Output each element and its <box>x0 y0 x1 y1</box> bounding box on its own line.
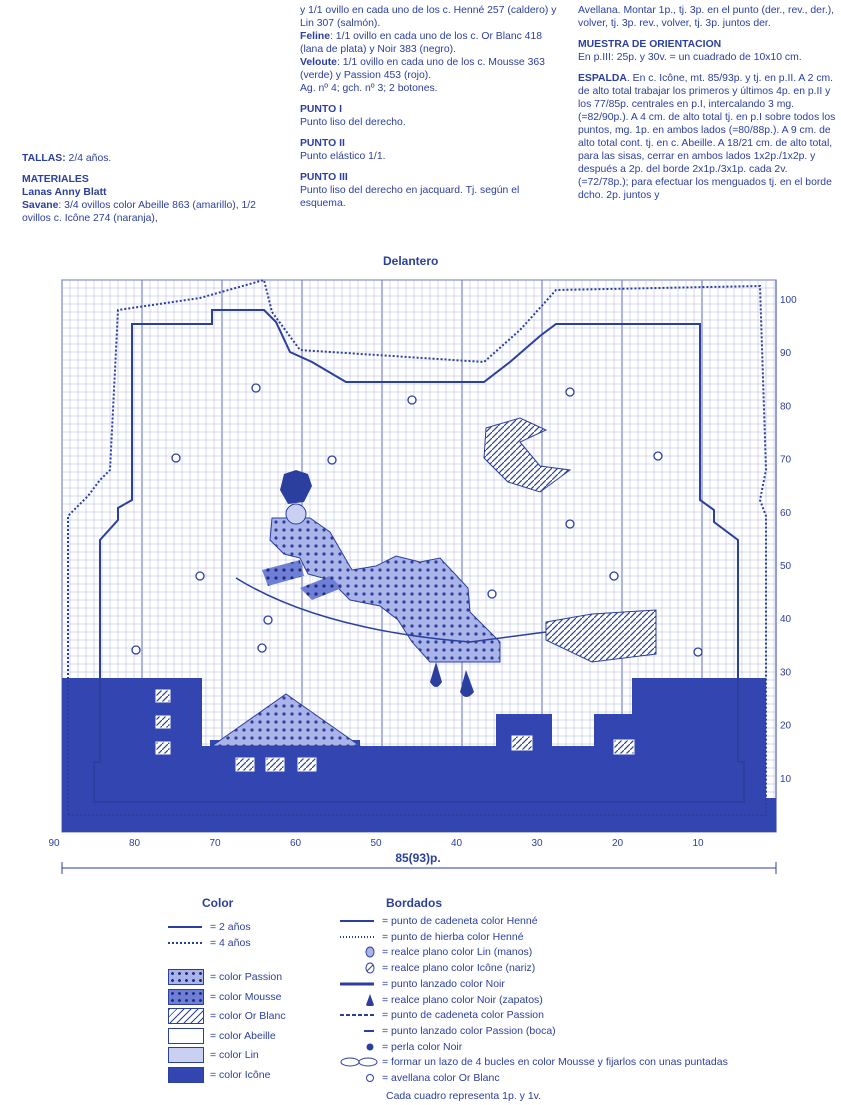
y-tick-label: 70 <box>780 454 792 466</box>
legend-bordados-label: = realce plano color Icône (nariz) <box>382 962 536 975</box>
punto2-title: PUNTO II <box>300 138 345 149</box>
y-tick-label: 60 <box>780 507 792 519</box>
punto1-title: PUNTO I <box>300 104 342 115</box>
brand-name: Lanas Anny Blatt <box>22 187 107 198</box>
agujas-text: Ag. nº 4; gch. nº 3; 2 botones. <box>300 83 438 94</box>
punto3-title: PUNTO III <box>300 172 348 183</box>
color-swatch <box>168 1047 204 1063</box>
legend-color-label: = color Icône <box>210 1068 271 1081</box>
y-tick-label: 90 <box>780 348 792 360</box>
legend-bordados-title: Bordados <box>386 896 443 910</box>
materiales-title: MATERIALES <box>22 174 89 185</box>
legend-bordados-label: = punto lanzado color Passion (boca) <box>382 1024 556 1037</box>
chain-passion-icon <box>340 1009 378 1021</box>
color-swatch <box>168 989 204 1005</box>
text-column-3 <box>578 4 836 202</box>
legend-bordados-label: = realce plano color Noir (zapatos) <box>382 993 543 1006</box>
legend-color-label: = color Abeille <box>210 1029 276 1042</box>
tallas-label: TALLAS: <box>22 153 66 164</box>
legend-bordados-item <box>340 961 535 975</box>
y-tick-label: 10 <box>780 773 792 785</box>
veloute-text: : 1/1 ovillo en cada uno de los c. Mousse 363 (verde) y Passion 453 (rojo). <box>300 57 545 81</box>
mouth-stitch-icon <box>340 1025 378 1037</box>
legend-bordados-item <box>340 993 543 1007</box>
y-tick-label: 40 <box>780 614 792 626</box>
legend-bordados-item <box>340 1055 728 1069</box>
legend-bordados-label: = punto lanzado color Noir <box>382 977 505 990</box>
legend-color-label: = color Passion <box>210 971 283 983</box>
y-tick-label: 50 <box>780 561 792 572</box>
col3-intro: Avellana. Montar 1p., tj. 3p. en el punto (der., rev., der.), volver, tj. 3p. rev., volver, tj. 3p. juntos der. <box>578 5 835 29</box>
legend-color-item <box>168 1068 270 1082</box>
legend-bordados-item <box>340 914 538 928</box>
x-tick-label: 30 <box>531 838 543 849</box>
satin-stitch-lin-icon <box>340 946 378 958</box>
legend-bordados-item <box>340 945 532 959</box>
chain-stitch-icon <box>340 915 378 927</box>
y-tick-label: 80 <box>780 401 792 413</box>
legend-bordados-item <box>340 1071 500 1085</box>
x-tick-label: 40 <box>450 838 463 849</box>
veloute-label: Veloute <box>300 57 337 68</box>
dotted-line-icon <box>168 937 206 949</box>
x-tick-label: 90 <box>48 838 60 849</box>
loop-bow-icon <box>340 1056 378 1068</box>
punto3-text: Punto liso del derecho en jacquard. Tj. según el esquema. <box>300 185 520 209</box>
legend-bordados-item <box>340 1040 462 1054</box>
y-tick-label: 30 <box>780 667 792 679</box>
feline-label: Feline <box>300 31 331 42</box>
savane-text: : 3/4 ovillos color Abeille 863 (amarillo), 1/2 ovillos c. Icône 274 (naranja), <box>22 200 256 224</box>
legend-bordados-label: = punto de cadeneta color Passion <box>382 1009 544 1022</box>
x-tick-label: 70 <box>209 838 221 849</box>
muestra-text: En p.III: 25p. y 30v. = un cuadrado de 10x10 cm. <box>578 52 802 63</box>
tallas-value: 2/4 años. <box>65 153 112 164</box>
espalda-label: ESPALDA <box>578 73 627 84</box>
legend-bordados-item <box>340 930 524 944</box>
color-swatch <box>168 969 204 985</box>
feline-text: : 1/1 ovillo en cada uno de los c. Or Blanc 418 (lana de plata) y Noir 383 (negro). <box>300 31 543 55</box>
width-label: 85(93)p. <box>395 851 441 865</box>
punto1-text: Punto liso del derecho. <box>300 117 406 128</box>
chart-title: Delantero <box>383 254 439 268</box>
legend-line-4-anos-label: = 4 años <box>210 937 251 949</box>
legend-bordados-label: = punto de hierba color Henné <box>382 930 524 943</box>
legend-color-label: = color Or Blanc <box>210 1010 286 1022</box>
x-axis-ticks <box>48 838 704 849</box>
legend-bordados-item <box>340 1024 556 1038</box>
legend-color-item <box>168 1048 259 1062</box>
color-swatch <box>168 1067 204 1083</box>
legend-color-label: = color Lin <box>210 1049 259 1061</box>
legend-color-item <box>168 990 282 1004</box>
savane-label: Savane <box>22 200 59 211</box>
bead-icon <box>340 1041 378 1053</box>
color-swatch <box>168 1008 204 1024</box>
stem-stitch-icon <box>340 931 378 943</box>
hazelnut-icon <box>340 1072 378 1084</box>
straight-stitch-icon <box>340 978 378 990</box>
legend-color-item <box>168 970 282 984</box>
x-tick-label: 10 <box>692 838 704 849</box>
x-tick-label: 60 <box>289 838 302 849</box>
satin-stitch-icone-icon <box>340 962 378 974</box>
y-axis-ticks <box>780 295 797 785</box>
muestra-title: MUESTRA DE ORIENTACION <box>578 39 722 50</box>
legend-bordados-label: = avellana color Or Blanc <box>382 1072 500 1084</box>
punto2-text: Punto elástico 1/1. <box>300 151 386 162</box>
x-tick-label: 80 <box>128 838 141 849</box>
legend-bordados-label: = realce plano color Lin (manos) <box>382 946 533 959</box>
legend-color-title: Color <box>202 896 234 910</box>
figure-head <box>286 504 306 524</box>
legend-color-item <box>168 1009 286 1023</box>
legend-note: Cada cuadro representa 1p. y 1v. <box>386 1090 542 1102</box>
solid-line-icon <box>168 921 206 933</box>
legend-bordados-label: = formar un lazo de 4 bucles en color Mousse y fijarlos con unas puntadas <box>382 1056 728 1069</box>
legend-bordados-item <box>340 1008 544 1022</box>
knitting-chart <box>0 270 841 880</box>
legend-line-2-anos <box>168 920 251 934</box>
color-swatch <box>168 1028 204 1044</box>
legend-color-item <box>168 1029 276 1043</box>
legend-color-label: = color Mousse <box>210 990 282 1003</box>
legend-line-4-anos <box>168 936 251 950</box>
y-tick-label: 100 <box>780 295 797 306</box>
y-tick-label: 20 <box>780 720 792 732</box>
x-tick-label: 20 <box>611 838 624 849</box>
legend-bordados-label: = punto de cadeneta color Henné <box>382 915 538 927</box>
espalda-text: . En c. Icône, mt. 85/93p. y tj. en p.II. A 2 cm. de alto total trabajar los primeros y últimos 4p. en p.II y los 77/85p. centrales en p.I, intercalando 3 mg. (=82/90p.). A 4 cm. de alto total tj. en p.I sobre todos los puntos, mg. 1p. en ambos lados (=80/88p.). A 9 cm. de alto total cont. tj. en c. Abeille. A 18/21 cm. de alto total, para las sisas, cerrar en ambos lados 1x2p./1x2p. y después a 2p. del borde 2x1p./3x1p. cada 2v. (=72/78p.); para efectuar los menguados tj. en el borde dcho. 2p. juntos y <box>578 73 836 201</box>
x-tick-label: 50 <box>370 838 382 849</box>
text-column-2 <box>300 4 562 210</box>
legend-line-2-anos-label: = 2 años <box>210 921 251 933</box>
legend-bordados-item <box>340 977 505 991</box>
text-column-1 <box>22 152 277 225</box>
shoe-satin-icon <box>340 994 378 1006</box>
legend-bordados-label: = perla color Noir <box>382 1040 463 1053</box>
col2-intro: y 1/1 ovillo en cada uno de los c. Henné 257 (caldero) y Lin 307 (salmón). <box>300 5 557 29</box>
